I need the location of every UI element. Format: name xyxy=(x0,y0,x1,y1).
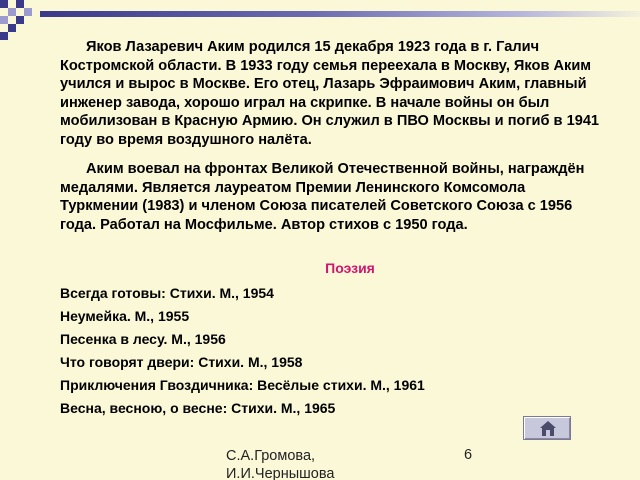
poetry-heading: Поэзия xyxy=(325,260,375,276)
home-icon xyxy=(539,420,557,437)
book-item: Всегда готовы: Стихи. М., 1954 xyxy=(60,285,274,301)
home-button[interactable] xyxy=(523,416,571,440)
footer-author: С.А.Громова, И.И.Чернышова xyxy=(226,448,335,480)
book-item: Весна, весною, о весне: Стихи. М., 1965 xyxy=(60,400,336,416)
biography-paragraph-2 xyxy=(60,160,602,234)
header-gradient-bar xyxy=(40,11,640,17)
biography-paragraph-1 xyxy=(60,38,602,149)
biography-paragraph-2-text: Аким воевал на фронтах Великой Отечественной войны, награждён медалями. Является лауреатом Премии Ленинского Комсомола Туркмении (1983) и членом Союза писателей Советского Союза с 1956 года. Работал на Мосфильме. Автор стихов с 1950 года. xyxy=(60,161,585,233)
book-item: Неумейка. М., 1955 xyxy=(60,308,190,324)
book-item: Приключения Гвоздичника: Весёлые стихи. М., 1961 xyxy=(60,377,425,393)
book-item: Что говорят двери: Стихи. М., 1958 xyxy=(60,354,303,370)
page-number: 6 xyxy=(464,447,473,463)
book-item: Песенка в лесу. М., 1956 xyxy=(60,331,226,347)
corner-decoration xyxy=(0,0,40,40)
biography-paragraph-1-text: Яков Лазаревич Аким родился 15 декабря 1923 года в г. Галич Костромской области. В 1933 году семья переехала в Москву, Яков Аким учился и вырос в Москве. Его отец, Лазарь Эфраимович Аким, главный инженер завода, хорошо играл на скрипке. В начале войны он был мобилизован в Красную Армию. Он служил в ПВО Москвы и погиб в 1941 году во время воздушного налёта. xyxy=(60,39,600,148)
